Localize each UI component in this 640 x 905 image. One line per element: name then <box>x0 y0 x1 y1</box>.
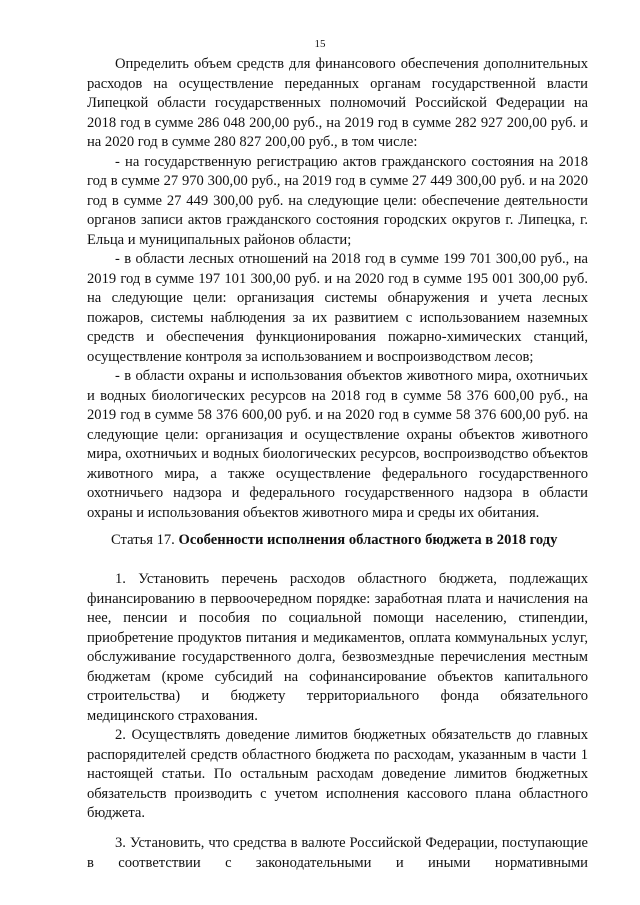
article-title: Особенности исполнения областного бюджета в 2018 году <box>178 532 558 548</box>
clause-2: 2. Осуществлять доведение лимитов бюджетных обязательств до главных распорядителей средств областного бюджета по расходам, указанным в части 1 настоящей статьи. По остальным расходам доведение лимитов бюджетных обязательств производить с учетом исполнения кассового плана областного бюджета. <box>87 727 588 821</box>
clauses-1-2 <box>87 570 588 824</box>
article-heading <box>87 530 588 550</box>
intro-section <box>87 55 588 523</box>
clause-3: 3. Установить, что средства в валюте Российской Федерации, поступающие в соответствии с законодательными и иными нормативными <box>87 835 588 871</box>
intro-paragraph: Определить объем средств для финансового обеспечения дополнительных расходов на осуществление переданных органам государственной власти Липецкой области государственных полномочий Российской Федерации на 2018 год в сумме 286 048 200,00 руб., на 2019 год в сумме 282 927 200,00 руб. и на 2020 год в сумме 280 827 200,00 руб., в том числе: <box>87 56 588 150</box>
article-prefix: Статья 17. <box>111 532 179 548</box>
list-item-wildlife-protection: - в области охраны и использования объектов животного мира, охотничьих и водных биологических ресурсов на 2018 год в сумме 58 376 600,00 руб., на 2019 год в сумме 58 376 600,00 руб. и на 2020 год в сумме 58 376 600,00 руб. на следующие цели: организация и осуществление охраны объектов животного мира, охотничьих и водных биологических ресурсов, воспроизводство объектов животного мира, а также осуществление федерального государственного охотничьего надзора и федерального государственного надзора в области охраны и использования объектов животного мира и среды их обитания. <box>87 368 588 521</box>
list-item-civil-registration: - на государственную регистрацию актов гражданского состояния на 2018 год в сумме 27 970 300,00 руб., на 2019 год в сумме 27 449 300,00 руб. и на 2020 год в сумме 27 449 300,00 руб. на следующие цели: обеспечение деятельности органов записи актов гражданского состояния городских округов г. Липецка, г. Ельца и муниципальных районов области; <box>87 153 588 248</box>
page-number: 15 <box>314 38 326 50</box>
clause-3-block <box>87 834 588 873</box>
list-item-forest-relations: - в области лесных отношений на 2018 год в сумме 199 701 300,00 руб., на 2019 год в сумме 197 101 300,00 руб. и на 2020 год в сумме 195 001 300,00 руб. на следующие цели: организация системы обнаружения и учета лесных пожаров, системы наблюдения за их развитием с использованием наземных средств и обеспечения функционирования пожарно-химических станций, осуществление контроля за использованием и воспроизводством лесов; <box>87 251 588 365</box>
clause-1: 1. Установить перечень расходов областного бюджета, подлежащих финансированию в первоочередном порядке: заработная плата и начисления на нее, пенсии и пособия по социальной помощи населению, стипендии, приобретение продуктов питания и медикаментов, оплата коммунальных услуг, обслуживание государственного долга, безвозмездные перечисления местным бюджетам (кроме субсидий на софинансирование объектов капитального строительства) и бюджету территориального фонда обязательного медицинского страхования. <box>87 571 588 724</box>
